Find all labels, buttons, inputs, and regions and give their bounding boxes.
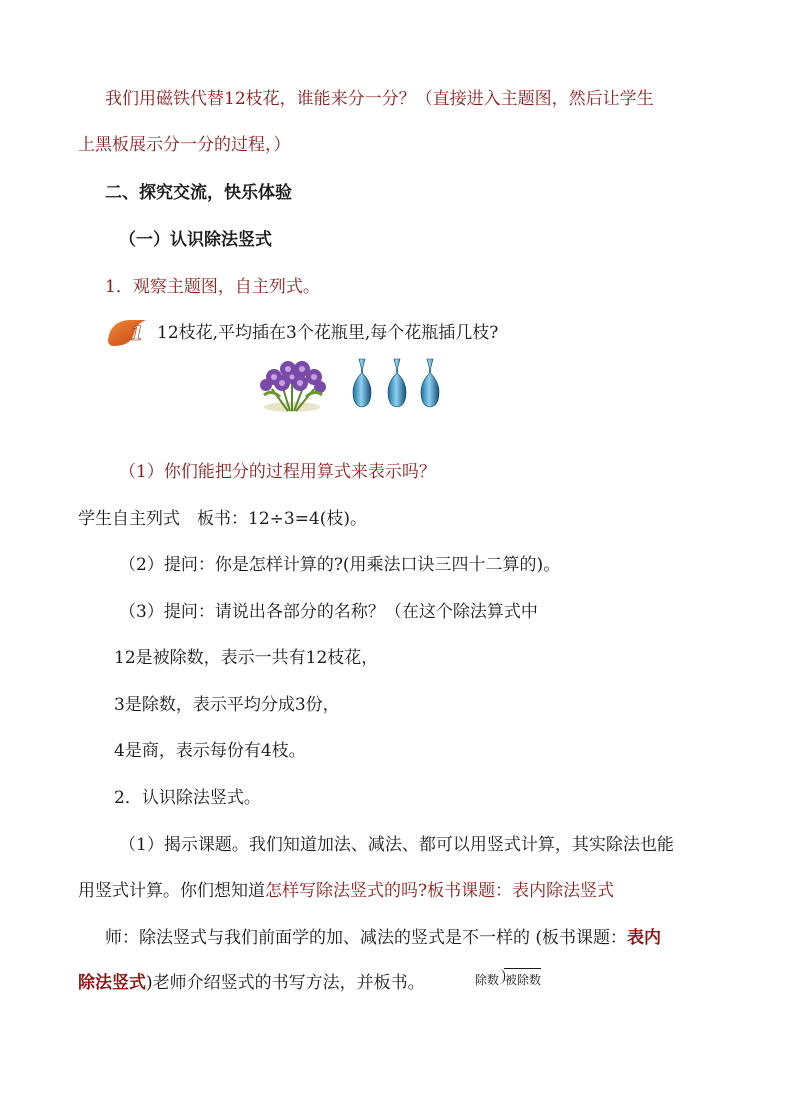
question-2: （2）提问：你是怎样计算的?(用乘法口诀三四十二算的)。 <box>119 555 561 575</box>
teacher-line-2 <box>78 972 425 994</box>
intro-line-1: 我们用磁铁代替12枝花，谁能来分一分？（直接进入主题图，然后让学生 <box>105 89 654 109</box>
formula-dividend: 被除数 <box>499 971 541 988</box>
topic-reveal-line-2-plain: 用竖式计算。你们想知道 <box>78 881 265 901</box>
topic-reveal-line-2 <box>78 880 614 902</box>
topic-title-part-1: 表内 <box>627 928 662 948</box>
step-2-heading: 2．认识除法竖式。 <box>114 788 261 808</box>
topic-title-part-2: 除法竖式 <box>78 973 146 993</box>
example-number-badge-icon <box>106 316 150 348</box>
badge-number: 1 <box>130 321 144 345</box>
board-writing-equation: 学生自主列式 板书：12÷3=4(枝)。 <box>78 509 368 529</box>
example-problem: 12枝花,平均插在3个花瓶里,每个花瓶插几枝? <box>157 323 499 343</box>
question-3: （3）提问：请说出各部分的名称？（在这个除法算式中 <box>119 602 538 622</box>
vase-icon-1 <box>351 358 373 408</box>
step-1-heading: 1．观察主题图，自主列式。 <box>105 277 320 297</box>
dividend-explanation: 12是被除数，表示一共有12枝花， <box>114 648 379 668</box>
vase-icon-3 <box>419 358 441 408</box>
divisor-explanation: 3是除数，表示平均分成3份， <box>114 695 340 715</box>
long-division-format <box>475 971 541 988</box>
vase-icon-2 <box>386 358 408 408</box>
teacher-line-2-plain: )老师介绍竖式的书写方法，并板书。 <box>146 973 425 993</box>
topic-reveal-line-2-red: 怎样写除法竖式的吗?板书课题：表内除法竖式 <box>265 881 615 901</box>
formula-divisor: 除数 <box>475 973 500 987</box>
subsection-heading-1: （一）认识除法竖式 <box>119 230 272 250</box>
section-heading-2: 二、探究交流，快乐体验 <box>105 183 292 203</box>
question-1: （1）你们能把分的过程用算式来表示吗？ <box>119 462 436 482</box>
quotient-explanation: 4是商，表示每份有4枝。 <box>114 741 306 761</box>
flower-bouquet-icon <box>252 355 334 413</box>
teacher-line-1-plain: 师：除法竖式与我们前面学的加、减法的竖式是不一样的 (板书课题： <box>105 928 628 948</box>
teacher-line-1 <box>105 927 661 949</box>
intro-line-2: 上黑板展示分一分的过程，） <box>78 135 291 155</box>
topic-reveal-line-1: （1）揭示课题。我们知道加法、减法、都可以用竖式计算，其实除法也能 <box>119 835 674 855</box>
